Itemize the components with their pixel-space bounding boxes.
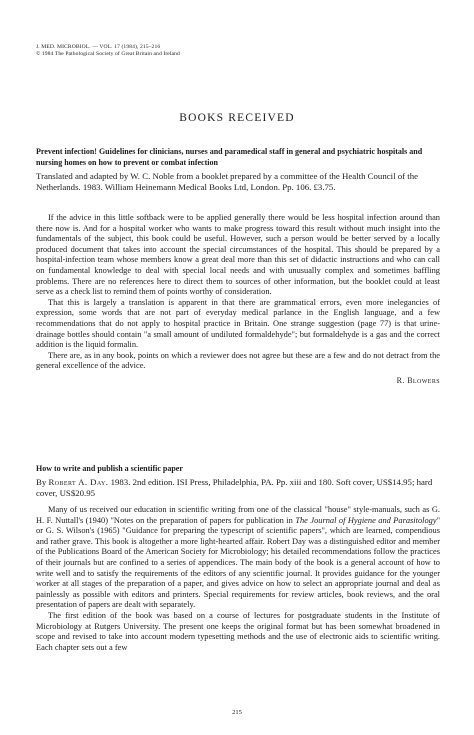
reviewer-name: R. Blowers: [396, 375, 440, 385]
review-paragraph: If the advice in this little softback were to be applied generally there would be less hospital infection around than there now is. And for a hospital worker who wants to make progress toward this result without much insight into the fundamentals of the subject, this book could be useful. However, such a person would be better served by a locally produced document that takes into account the special circumstances of the hospital. This should be prepared by a hospital-infection team whose members know a great deal more than this set of didactic instructions and who can call on fundamental knowledge to deal with special local needs and with unusually complex and sometimes baffling problems. There are no references here to direct them to sources of other information, but the booklet could at least serve as a check list to remind them of points worthy of consideration.: [36, 213, 440, 297]
review-prevent-infection: [36, 146, 440, 193]
page-number: 215: [232, 709, 242, 716]
review-paragraph: That this is largely a translation is apparent in that there are grammatical errors, even more inelegancies of expression, some words that are not part of everyday medical parlance in the English language, and a few recommendations that do not apply to hospital practice in Britain. One strange suggestion (page 77) is that urine-drainage bottles should contain "a small amount of undiluted formaldehyde"; but formaldehyde is a gas and the correct addition is the liquid formalin.: [36, 297, 440, 350]
journal-name: The Journal of Hygiene and Parasitology: [295, 515, 437, 525]
review-paragraph: The first edition of the book was based on a course of lectures for postgraduate students in the Institute of Microbiology at Rutgers University. The present one keeps the original format but has been somewhat broadened in scope and revised to take into account modern typesetting methods and the use of electronic aids to scientific writing. Each chapter sets out a few: [36, 610, 440, 652]
review-citation: Translated and adapted by W. C. Noble from a booklet prepared by a committee of the Health Council of the Netherlands. 1983. William Heinemann Medical Books Ltd, London. Pp. 106. £3.75.: [36, 171, 418, 192]
citation-by: By: [36, 477, 47, 487]
review-citation: [36, 477, 440, 499]
journal-header: [36, 44, 180, 58]
review-body-1: [36, 213, 440, 386]
paragraph-text: Many of us received our education in scientific writing from one of the classical "house" style-manuals, such as G. H. F. Nuttall's (1940) "Notes on the preparation of papers for publication in: [36, 505, 440, 525]
review-paragraph: There are, as in any book, points on which a reviewer does not agree but these are a few and do not detract from the general excellence of the advice.: [36, 350, 440, 371]
page-title: BOOKS RECEIVED: [179, 112, 295, 124]
paragraph-text: " or G. S. Wilson's (1965) "Guidance for preparing the typescript of scientific papers", which are learned, compendious and rather grave. This book is altogether a more light-hearted affair. Robert Day was a distinguished editor and member of the Publications Board of the American Society for Microbiology; his detailed recommendations follow the practices of their journals but are confined to a series of appendices. The main body of the book is a general account of how to write well and to satisfy the requirements of the editors of any scientific journal. It provides guidance for the younger worker at all stages of the preparation of a paper, and gives advice on how to select an appropriate journal and deal as painlessly as possible with editors and printers. Special requirements for review articles, book reviews, and the oral presentation of papers are dealt with separately.: [36, 515, 440, 610]
citation-author: Robert A. Day.: [48, 477, 109, 487]
review-title: How to write and publish a scientific paper: [36, 464, 183, 473]
review-scientific-paper: [36, 463, 440, 653]
journal-citation-line: J. MED. MICROBIOL. — VOL. 17 (1984), 215–216: [36, 44, 161, 50]
citation-details: 1983. 2nd edition. ISI Press, Philadelphia, PA. Pp. xiii and 180. Soft cover, US$14.95; hard cover, US$20.95: [36, 477, 433, 498]
copyright-line: © 1984 The Pathological Society of Great Britain and Ireland: [36, 51, 180, 57]
reviewer-signature: [36, 376, 440, 386]
review-title: Prevent infection! Guidelines for clinicians, nurses and paramedical staff in general and psychiatric hospitals and nursing homes on how to prevent or combat infection: [36, 147, 423, 167]
review-paragraph: [36, 505, 440, 611]
